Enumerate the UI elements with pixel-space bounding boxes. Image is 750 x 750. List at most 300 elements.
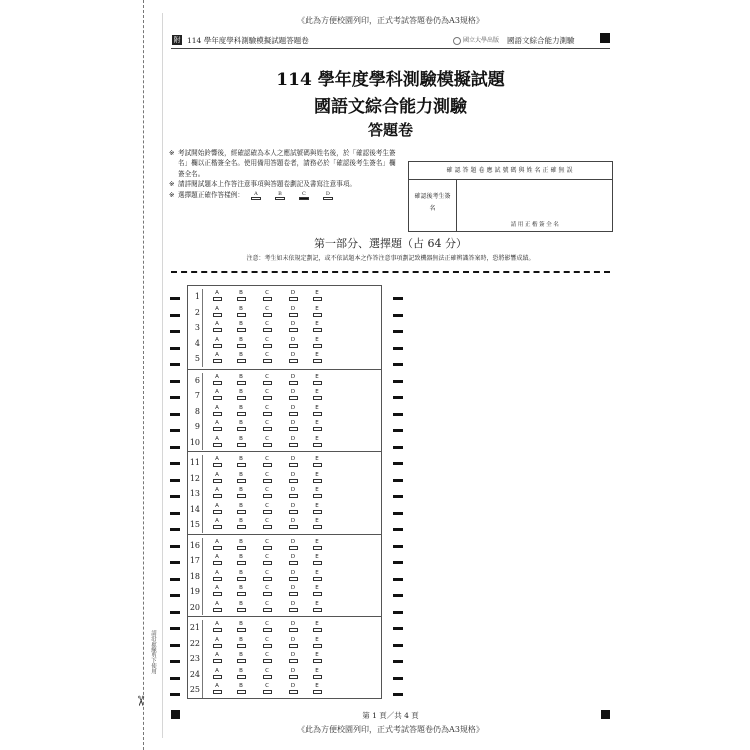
- answer-bubble[interactable]: [237, 510, 246, 514]
- question-block: [188, 616, 381, 698]
- answer-bubble[interactable]: [213, 525, 222, 529]
- timing-mark: [393, 627, 403, 630]
- answer-option[interactable]: D: [286, 374, 300, 385]
- question-number: 19: [189, 587, 200, 596]
- answer-bubble[interactable]: [213, 644, 222, 648]
- answer-option[interactable]: E: [310, 585, 324, 596]
- header-exam-name: 114 學年度學科測驗模擬試題答題卷: [187, 36, 309, 45]
- answer-option[interactable]: C: [260, 554, 274, 565]
- answer-option[interactable]: E: [310, 554, 324, 565]
- answer-bubble[interactable]: [313, 463, 322, 467]
- timing-mark: [170, 413, 180, 416]
- answer-bubble[interactable]: [313, 479, 322, 483]
- answer-bubble[interactable]: [263, 561, 272, 565]
- timing-mark: [170, 561, 180, 564]
- answer-option[interactable]: E: [310, 405, 324, 416]
- answer-option[interactable]: D: [286, 503, 300, 514]
- answer-option[interactable]: C: [260, 321, 274, 332]
- answer-option[interactable]: C: [260, 585, 274, 596]
- answer-option[interactable]: C: [260, 306, 274, 317]
- answer-bubble[interactable]: [213, 381, 222, 385]
- answer-bubble[interactable]: [289, 675, 298, 679]
- answer-bubble[interactable]: [213, 628, 222, 632]
- question-row: [188, 538, 381, 554]
- question-row: [188, 620, 381, 636]
- answer-option[interactable]: D: [286, 337, 300, 348]
- answer-option[interactable]: D: [286, 456, 300, 467]
- answer-bubble[interactable]: [289, 427, 298, 431]
- answer-option[interactable]: A: [210, 487, 224, 498]
- answer-option[interactable]: E: [310, 683, 324, 694]
- answer-option[interactable]: D: [286, 352, 300, 363]
- question-number: 22: [189, 638, 200, 648]
- question-block: [188, 534, 381, 616]
- answer-bubble[interactable]: [263, 525, 272, 529]
- answer-option[interactable]: B: [234, 621, 248, 632]
- answer-bubble[interactable]: [313, 344, 322, 348]
- question-number: 12: [189, 473, 200, 483]
- answer-option[interactable]: C: [260, 389, 274, 400]
- header-subject: 國語文綜合能力測驗: [507, 36, 575, 45]
- answer-option[interactable]: C: [260, 487, 274, 498]
- answer-bubble[interactable]: [289, 608, 298, 612]
- answer-option[interactable]: E: [310, 539, 324, 550]
- answer-option[interactable]: E: [310, 306, 324, 317]
- answer-option[interactable]: D: [286, 637, 300, 648]
- answer-bubble[interactable]: [313, 675, 322, 679]
- answer-bubble[interactable]: [289, 328, 298, 332]
- answer-option[interactable]: C: [260, 456, 274, 467]
- answer-bubble[interactable]: [237, 628, 246, 632]
- answer-option[interactable]: B: [234, 456, 248, 467]
- answer-option[interactable]: B: [234, 518, 248, 529]
- answer-bubble[interactable]: [263, 494, 272, 498]
- timing-mark: [393, 545, 403, 548]
- answer-bubble[interactable]: [289, 561, 298, 565]
- answer-bubble[interactable]: [213, 359, 222, 363]
- answer-bubble[interactable]: [237, 427, 246, 431]
- timing-mark: [170, 660, 180, 663]
- answer-bubble[interactable]: [237, 381, 246, 385]
- answer-option[interactable]: B: [234, 601, 248, 612]
- sheet-title: 答題卷: [367, 121, 413, 139]
- answer-option[interactable]: A: [210, 637, 224, 648]
- answer-option[interactable]: E: [310, 487, 324, 498]
- answer-option[interactable]: A: [210, 290, 224, 301]
- answer-bubble[interactable]: [263, 381, 272, 385]
- answer-option[interactable]: C: [260, 472, 274, 483]
- answer-option[interactable]: D: [286, 621, 300, 632]
- answer-bubble[interactable]: [289, 396, 298, 400]
- answer-example: A B C D: [244, 191, 340, 200]
- answer-bubble[interactable]: [237, 344, 246, 348]
- answer-bubble[interactable]: [289, 297, 298, 301]
- answer-option[interactable]: D: [286, 321, 300, 332]
- answer-bubble[interactable]: [237, 328, 246, 332]
- answer-bubble[interactable]: [263, 608, 272, 612]
- answer-option[interactable]: B: [234, 290, 248, 301]
- timing-mark: [393, 611, 403, 614]
- question-block: [188, 286, 381, 368]
- answer-bubble[interactable]: [289, 381, 298, 385]
- answer-bubble[interactable]: [289, 628, 298, 632]
- answer-bubble[interactable]: [289, 592, 298, 596]
- answer-bubble[interactable]: [289, 577, 298, 581]
- answer-bubble[interactable]: [237, 479, 246, 483]
- answer-bubble[interactable]: [289, 659, 298, 663]
- answer-option[interactable]: B: [234, 668, 248, 679]
- answer-option[interactable]: D: [286, 389, 300, 400]
- answer-option[interactable]: E: [310, 637, 324, 648]
- question-number: 16: [189, 540, 200, 550]
- answer-option[interactable]: A: [210, 321, 224, 332]
- answer-option[interactable]: E: [310, 436, 324, 447]
- answer-bubble[interactable]: [289, 412, 298, 416]
- question-number: 17: [189, 556, 200, 565]
- answer-option[interactable]: D: [286, 683, 300, 694]
- answer-bubble[interactable]: [237, 359, 246, 363]
- answer-option[interactable]: A: [210, 306, 224, 317]
- answer-bubble[interactable]: [263, 412, 272, 416]
- answer-bubble[interactable]: [237, 561, 246, 565]
- timing-mark: [170, 479, 180, 482]
- answer-bubble[interactable]: [263, 628, 272, 632]
- answer-bubble[interactable]: [213, 561, 222, 565]
- answer-bubble[interactable]: [213, 675, 222, 679]
- answer-bubble[interactable]: [313, 396, 322, 400]
- answer-bubble[interactable]: [237, 659, 246, 663]
- answer-bubble[interactable]: [237, 463, 246, 467]
- answer-bubble[interactable]: [263, 675, 272, 679]
- answer-option[interactable]: C: [260, 621, 274, 632]
- answer-option[interactable]: D: [286, 472, 300, 483]
- answer-option[interactable]: B: [234, 570, 248, 581]
- answer-option[interactable]: D: [286, 554, 300, 565]
- answer-bubble[interactable]: [263, 510, 272, 514]
- answer-option[interactable]: C: [260, 570, 274, 581]
- answer-bubble[interactable]: [263, 463, 272, 467]
- answer-option[interactable]: E: [310, 652, 324, 663]
- answer-option[interactable]: E: [310, 472, 324, 483]
- answer-option[interactable]: E: [310, 389, 324, 400]
- answer-option[interactable]: E: [310, 621, 324, 632]
- answer-bubble[interactable]: [263, 546, 272, 550]
- answer-bubble[interactable]: [263, 313, 272, 317]
- answer-option[interactable]: E: [310, 570, 324, 581]
- timing-mark: [170, 594, 180, 597]
- answer-bubble[interactable]: [263, 577, 272, 581]
- answer-option[interactable]: A: [210, 554, 224, 565]
- answer-option[interactable]: A: [210, 518, 224, 529]
- answer-bubble[interactable]: [263, 427, 272, 431]
- answer-option[interactable]: C: [260, 420, 274, 431]
- section-note: 注意：考生如未依規定劃記，或不依試題本之作答注意事項劃記致機器無法正確辨識答案時，恐將影響成績。: [246, 255, 535, 262]
- answer-option[interactable]: E: [310, 601, 324, 612]
- answer-bubble[interactable]: [237, 443, 246, 447]
- answer-option[interactable]: B: [234, 487, 248, 498]
- timing-mark: [170, 578, 180, 581]
- answer-option[interactable]: B: [234, 389, 248, 400]
- answer-option[interactable]: A: [210, 389, 224, 400]
- answer-option[interactable]: A: [210, 503, 224, 514]
- answer-bubble[interactable]: [289, 443, 298, 447]
- answer-option[interactable]: C: [260, 518, 274, 529]
- answer-option[interactable]: B: [234, 539, 248, 550]
- answer-bubble[interactable]: [313, 628, 322, 632]
- answer-bubble[interactable]: [289, 479, 298, 483]
- answer-option[interactable]: C: [260, 374, 274, 385]
- answer-bubble[interactable]: [289, 510, 298, 514]
- answer-option[interactable]: A: [210, 621, 224, 632]
- answer-bubble[interactable]: [213, 427, 222, 431]
- answer-option[interactable]: E: [310, 337, 324, 348]
- answer-bubble[interactable]: [237, 675, 246, 679]
- answer-option[interactable]: C: [260, 405, 274, 416]
- answer-option[interactable]: C: [260, 652, 274, 663]
- answer-bubble[interactable]: [313, 690, 322, 694]
- answer-option[interactable]: D: [286, 290, 300, 301]
- timing-mark: [393, 314, 403, 317]
- answer-option[interactable]: A: [210, 570, 224, 581]
- answer-bubble[interactable]: [289, 359, 298, 363]
- answer-bubble[interactable]: [237, 494, 246, 498]
- question-row: [188, 289, 381, 305]
- answer-bubble[interactable]: [213, 344, 222, 348]
- answer-bubble[interactable]: [313, 412, 322, 416]
- answer-bubble[interactable]: [289, 313, 298, 317]
- answer-bubble[interactable]: [313, 381, 322, 385]
- print-note-bottom: 《此為方便校園列印，正式考試答題卷仍為A3規格》: [297, 725, 484, 734]
- answer-option[interactable]: E: [310, 518, 324, 529]
- answer-bubble[interactable]: [313, 546, 322, 550]
- answer-option[interactable]: B: [234, 637, 248, 648]
- answer-bubble[interactable]: [263, 644, 272, 648]
- answer-option[interactable]: C: [260, 601, 274, 612]
- answer-option[interactable]: B: [234, 683, 248, 694]
- answer-option[interactable]: B: [234, 472, 248, 483]
- answer-option[interactable]: C: [260, 503, 274, 514]
- answer-option[interactable]: D: [286, 668, 300, 679]
- answer-bubble[interactable]: [237, 396, 246, 400]
- answer-bubble[interactable]: [237, 297, 246, 301]
- answer-option[interactable]: E: [310, 321, 324, 332]
- answer-bubble[interactable]: [313, 644, 322, 648]
- answer-option[interactable]: D: [286, 436, 300, 447]
- answer-option[interactable]: A: [210, 652, 224, 663]
- answer-option[interactable]: A: [210, 374, 224, 385]
- answer-bubble[interactable]: [313, 510, 322, 514]
- answer-option[interactable]: A: [210, 436, 224, 447]
- publisher-logo: 國立大學出版: [453, 35, 499, 45]
- answer-bubble[interactable]: [237, 546, 246, 550]
- answer-bubble[interactable]: [313, 494, 322, 498]
- answer-option[interactable]: D: [286, 539, 300, 550]
- answer-bubble[interactable]: [237, 608, 246, 612]
- answer-option[interactable]: E: [310, 456, 324, 467]
- answer-option[interactable]: B: [234, 585, 248, 596]
- question-row: [188, 517, 381, 533]
- answer-bubble[interactable]: [237, 412, 246, 416]
- answer-option[interactable]: D: [286, 601, 300, 612]
- answer-bubble[interactable]: [213, 328, 222, 332]
- answer-bubble[interactable]: [313, 659, 322, 663]
- answer-bubble[interactable]: [263, 479, 272, 483]
- answer-bubble[interactable]: [289, 344, 298, 348]
- answer-bubble[interactable]: [289, 546, 298, 550]
- question-number: 18: [189, 571, 200, 581]
- timing-mark: [393, 660, 403, 663]
- answer-bubble[interactable]: [213, 608, 222, 612]
- answer-bubble[interactable]: [313, 313, 322, 317]
- answer-bubble[interactable]: [263, 328, 272, 332]
- signature-heading: 確認答題卷應試號碼與姓名正確無誤: [409, 162, 612, 180]
- answer-bubble[interactable]: [313, 592, 322, 596]
- timing-mark: [393, 693, 403, 696]
- answer-option[interactable]: A: [210, 683, 224, 694]
- question-row: [188, 682, 381, 698]
- answer-bubble[interactable]: [289, 525, 298, 529]
- question-number: 15: [189, 520, 200, 529]
- answer-option[interactable]: B: [234, 405, 248, 416]
- answer-option[interactable]: D: [286, 585, 300, 596]
- question-row: [188, 636, 381, 652]
- answer-option[interactable]: B: [234, 321, 248, 332]
- timing-mark: [170, 462, 180, 465]
- answer-option[interactable]: A: [210, 472, 224, 483]
- answer-option[interactable]: D: [286, 518, 300, 529]
- answer-option[interactable]: B: [234, 306, 248, 317]
- answer-bubble[interactable]: [313, 608, 322, 612]
- answer-bubble[interactable]: [213, 443, 222, 447]
- answer-option[interactable]: A: [210, 539, 224, 550]
- question-number: 11: [189, 458, 200, 467]
- answer-bubble[interactable]: [213, 396, 222, 400]
- answer-option[interactable]: C: [260, 668, 274, 679]
- answer-bubble[interactable]: [263, 344, 272, 348]
- answer-bubble[interactable]: [289, 690, 298, 694]
- answer-bubble[interactable]: [313, 359, 322, 363]
- answer-bubble[interactable]: [213, 546, 222, 550]
- answer-grid: [187, 285, 382, 699]
- answer-option[interactable]: C: [260, 352, 274, 363]
- answer-option[interactable]: E: [310, 420, 324, 431]
- answer-bubble[interactable]: [213, 412, 222, 416]
- timing-mark: [170, 297, 180, 300]
- answer-option[interactable]: D: [286, 306, 300, 317]
- answer-option[interactable]: A: [210, 405, 224, 416]
- header-bar: [171, 31, 610, 49]
- answer-bubble[interactable]: [263, 592, 272, 596]
- answer-bubble[interactable]: [313, 443, 322, 447]
- timing-mark: [170, 363, 180, 366]
- answer-bubble[interactable]: [289, 644, 298, 648]
- question-block: [188, 451, 381, 533]
- answer-bubble[interactable]: [313, 297, 322, 301]
- answer-option[interactable]: B: [234, 352, 248, 363]
- answer-bubble[interactable]: [237, 313, 246, 317]
- answer-bubble[interactable]: [263, 297, 272, 301]
- answer-bubble[interactable]: [313, 525, 322, 529]
- question-block: [188, 369, 381, 451]
- answer-option[interactable]: E: [310, 290, 324, 301]
- scissors-icon: ✂: [131, 695, 148, 707]
- answer-bubble[interactable]: [237, 690, 246, 694]
- question-number: 24: [189, 669, 200, 679]
- answer-option[interactable]: A: [210, 337, 224, 348]
- answer-option[interactable]: E: [310, 374, 324, 385]
- answer-option[interactable]: B: [234, 503, 248, 514]
- timing-mark: [170, 396, 180, 399]
- answer-option[interactable]: C: [260, 683, 274, 694]
- answer-bubble[interactable]: [213, 479, 222, 483]
- answer-option[interactable]: A: [210, 420, 224, 431]
- answer-bubble[interactable]: [289, 494, 298, 498]
- answer-option[interactable]: B: [234, 420, 248, 431]
- answer-option[interactable]: E: [310, 352, 324, 363]
- answer-option[interactable]: A: [210, 456, 224, 467]
- timing-mark: [170, 611, 180, 614]
- answer-bubble[interactable]: [263, 396, 272, 400]
- answer-bubble[interactable]: [213, 494, 222, 498]
- question-number: 5: [194, 354, 200, 363]
- answer-option[interactable]: B: [234, 374, 248, 385]
- answer-bubble[interactable]: [213, 690, 222, 694]
- answer-bubble[interactable]: [263, 443, 272, 447]
- answer-option[interactable]: C: [260, 290, 274, 301]
- answer-bubble[interactable]: [313, 577, 322, 581]
- answer-option[interactable]: E: [310, 503, 324, 514]
- answer-option[interactable]: B: [234, 436, 248, 447]
- answer-bubble[interactable]: [213, 313, 222, 317]
- answer-bubble[interactable]: [289, 463, 298, 467]
- answer-bubble[interactable]: [213, 659, 222, 663]
- answer-bubble[interactable]: [237, 525, 246, 529]
- answer-option[interactable]: D: [286, 487, 300, 498]
- answer-bubble[interactable]: [313, 561, 322, 565]
- answer-option[interactable]: E: [310, 668, 324, 679]
- answer-option[interactable]: D: [286, 652, 300, 663]
- answer-option[interactable]: D: [286, 405, 300, 416]
- answer-bubble[interactable]: [213, 577, 222, 581]
- answer-bubble[interactable]: [263, 659, 272, 663]
- answer-bubble[interactable]: [213, 297, 222, 301]
- answer-option[interactable]: D: [286, 420, 300, 431]
- answer-bubble[interactable]: [313, 328, 322, 332]
- answer-bubble[interactable]: [313, 427, 322, 431]
- answer-option[interactable]: B: [234, 337, 248, 348]
- answer-bubble[interactable]: [237, 577, 246, 581]
- answer-bubble[interactable]: [237, 644, 246, 648]
- answer-option[interactable]: A: [210, 668, 224, 679]
- answer-bubble[interactable]: [213, 463, 222, 467]
- answer-bubble[interactable]: [237, 592, 246, 596]
- answer-bubble[interactable]: [213, 592, 222, 596]
- answer-option[interactable]: C: [260, 337, 274, 348]
- timing-mark: [393, 495, 403, 498]
- answer-option[interactable]: C: [260, 539, 274, 550]
- answer-option[interactable]: A: [210, 601, 224, 612]
- answer-bubble[interactable]: [213, 510, 222, 514]
- answer-option[interactable]: D: [286, 570, 300, 581]
- answer-bubble[interactable]: [263, 359, 272, 363]
- answer-option[interactable]: C: [260, 637, 274, 648]
- answer-option[interactable]: B: [234, 554, 248, 565]
- answer-option[interactable]: A: [210, 585, 224, 596]
- answer-option[interactable]: B: [234, 652, 248, 663]
- answer-option[interactable]: A: [210, 352, 224, 363]
- answer-bubble[interactable]: [263, 690, 272, 694]
- answer-option[interactable]: C: [260, 436, 274, 447]
